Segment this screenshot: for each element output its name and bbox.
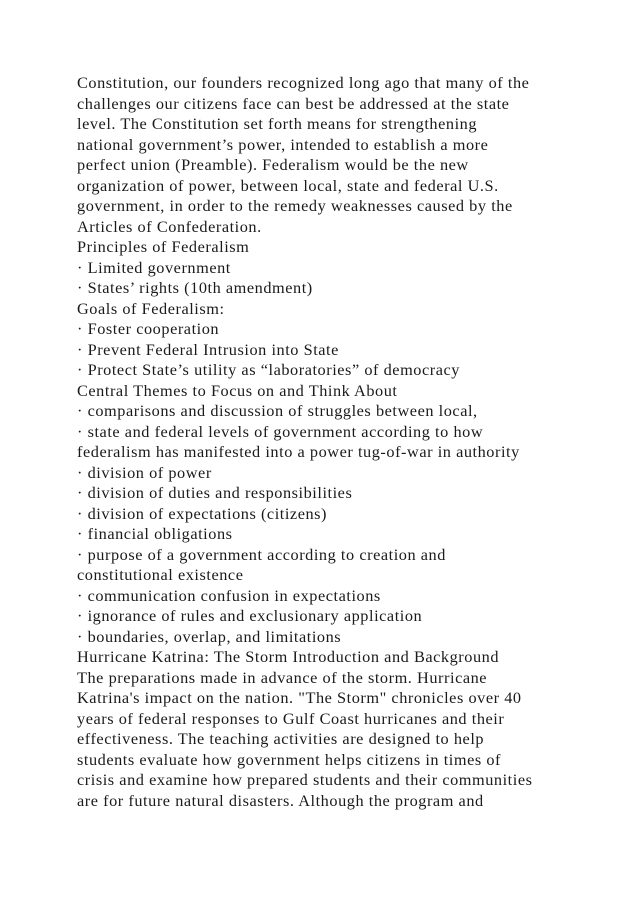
bullet-item: · comparisons and discussion of struggles between local, <box>77 401 478 420</box>
bullet-item: · Protect State’s utility as “laboratories” of democracy <box>77 360 460 379</box>
bullet-item: · purpose of a government according to creation and <box>77 544 446 564</box>
document-body <box>77 73 577 811</box>
text-line: government, in order to the remedy weaknesses caused by the <box>77 196 513 215</box>
text-line: are for future natural disasters. Although the program and <box>77 790 484 810</box>
section-heading: Hurricane Katrina: The Storm Introduction and Background <box>77 647 500 666</box>
text-line: crisis and examine how prepared students and their communities <box>77 770 533 789</box>
section-heading: Principles of Federalism <box>77 237 250 256</box>
text-line: Constitution, our founders recognized long ago that many of the <box>77 73 530 92</box>
text-line: national government’s power, intended to establish a more <box>77 134 489 154</box>
bullet-item: · States’ rights (10th amendment) <box>77 278 313 297</box>
text-line: challenges our citizens face can best be addressed at the state <box>77 93 510 113</box>
bullet-item: · financial obligations <box>77 524 233 543</box>
bullet-item: · ignorance of rules and exclusionary application <box>77 606 423 625</box>
bullet-item: · state and federal levels of government according to how <box>77 421 484 441</box>
bullet-item: · communication confusion in expectations <box>77 585 381 605</box>
section-heading: Goals of Federalism: <box>77 298 225 318</box>
bullet-item: · Foster cooperation <box>77 319 220 338</box>
text-line: effectiveness. The teaching activities are designed to help <box>77 729 485 748</box>
text-line: federalism has manifested into a power tug-of-war in authority <box>77 442 520 461</box>
text-line: Articles of Confederation. <box>77 216 262 236</box>
bullet-item: · division of duties and responsibilities <box>77 483 353 502</box>
bullet-item: · division of power <box>77 462 212 482</box>
bullet-item: · division of expectations (citizens) <box>77 503 328 523</box>
text-line: perfect union (Preamble). Federalism would be the new <box>77 155 469 174</box>
bullet-item: · boundaries, overlap, and limitations <box>77 626 342 646</box>
section-heading: Central Themes to Focus on and Think About <box>77 380 398 400</box>
bullet-item: · Limited government <box>77 257 231 277</box>
text-line: level. The Constitution set forth means for strengthening <box>77 114 478 133</box>
text-line: organization of power, between local, state and federal U.S. <box>77 175 499 195</box>
bullet-item: · Prevent Federal Intrusion into State <box>77 339 339 359</box>
text-line: students evaluate how government helps citizens in times of <box>77 749 502 769</box>
text-line: Katrina's impact on the nation. "The Storm" chronicles over 40 <box>77 688 522 707</box>
text-line: years of federal responses to Gulf Coast hurricanes and their <box>77 708 505 728</box>
text-line: constitutional existence <box>77 565 244 584</box>
text-line: The preparations made in advance of the storm. Hurricane <box>77 667 488 687</box>
